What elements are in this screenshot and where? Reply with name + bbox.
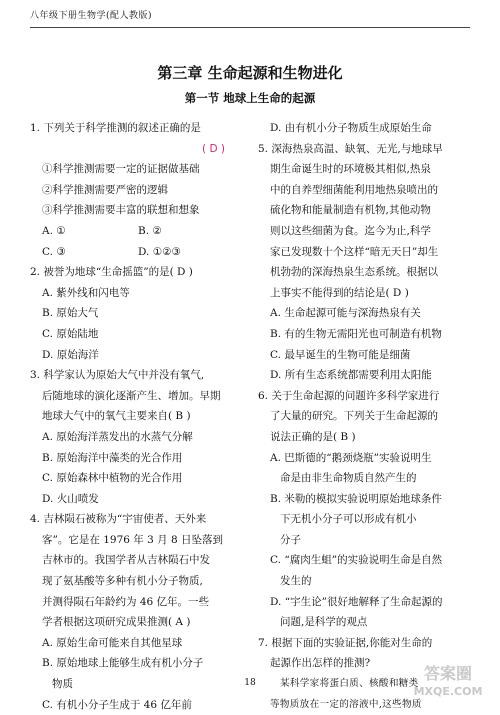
left-column <box>30 118 245 715</box>
q5-option-c: C. 最早诞生的生物可能是细菌 <box>270 348 411 361</box>
q3-stem-3: 地球大气中的氧气主要来自( B ) <box>42 410 191 423</box>
watermark-logo <box>404 659 492 699</box>
q5-stem-7: 机勃勃的深海热泉生态系统。根据以 <box>270 266 438 279</box>
q3-option-d: D. 火山喷发 <box>42 492 99 505</box>
q5-stem-1: 5. 深海热泉高温、缺氧、无光,与地球早 <box>258 142 443 155</box>
q1-answer: ( D ) <box>202 142 225 155</box>
q6-option-b-cont-2: 分子 <box>280 533 301 546</box>
q1-statement-2: ②科学推测需要严密的逻辑 <box>42 183 168 196</box>
q7-stem-2: 起源作出怎样的推测? <box>270 657 371 670</box>
q6-option-d-cont: 问题,是科学的观点 <box>280 616 368 629</box>
svg-text:MXQE.COM: MXQE.COM <box>413 685 483 698</box>
svg-text:答案圈: 答案圈 <box>423 664 473 683</box>
q2-stem: 2. 被誉为地球“生命摇篮”的是( D ) <box>30 266 193 279</box>
q6-option-a-cont: 命是由非生命物质自然产生的 <box>280 472 417 485</box>
q2-option-a: A. 紫外线和闪电等 <box>42 286 130 299</box>
q4-option-b: B. 原始地球上能够生成有机小分子 <box>42 657 204 670</box>
q6-option-d: D. “宇生论”很好地解释了生命起源的 <box>270 595 443 608</box>
q5-stem-5: 则以这些细菌为食。迄今为止,科学 <box>270 224 431 237</box>
q4-option-d: D. 由有机小分子物质生成原始生命 <box>270 122 432 134</box>
q6-option-b-cont-1: 下无机小分子可以形成有机小 <box>280 513 417 526</box>
q7-passage-2: 等物质放在一定的溶液中,这些物质 <box>270 698 422 710</box>
q6-option-b: B. 米勒的模拟实验说明原始地球条件 <box>270 492 442 505</box>
q1-option-a: A. ① <box>42 224 66 237</box>
q1-option-b: B. ② <box>138 224 162 237</box>
q7-passage-1: 某科学家将蛋白质、核酸和糖类 <box>280 678 419 690</box>
q2-option-c: C. 原始陆地 <box>42 327 99 340</box>
q6-option-a: A. 巴斯德的“鹅颈烧瓶”实验说明生 <box>270 451 432 464</box>
q5-stem-6: 家已发现数十个这样“暗无天日”却生 <box>270 245 439 258</box>
chapter-title: 第三章 生命起源和生物进化 <box>157 64 343 82</box>
q3-stem-1: 3. 科学家认为原始大气中并没有氧气, <box>30 369 205 382</box>
q3-option-b: B. 原始海洋中藻类的光合作用 <box>42 451 183 464</box>
q6-option-c: C. “腐肉生蛆”的实验说明生命是自然 <box>270 554 443 567</box>
q4-stem-1: 4. 吉林陨石被称为“宇宙使者、天外来 <box>30 513 207 526</box>
q4-stem-5: 并测得陨石年龄约为 46 亿年。一些 <box>42 595 210 608</box>
section-title: 第一节 地球上生命的起源 <box>184 91 316 105</box>
q4-stem-2: 客”。它是在 1976 年 3 月 8 日坠落到 <box>42 533 223 546</box>
q2-option-b: B. 原始大气 <box>42 307 99 320</box>
page-number: 18 <box>244 678 256 688</box>
header-rule <box>30 27 470 28</box>
q5-stem-3: 中的自养型细菌能利用地热泉喷出的 <box>270 183 438 196</box>
q5-option-d: D. 所有生态系统都需要利用太阳能 <box>270 369 432 382</box>
running-header: 八年级下册生物学(配人教版) <box>30 11 153 21</box>
q3-stem-2: 后随地球的演化逐渐产生、增加。早期 <box>42 389 221 402</box>
q6-stem-2: 了大量的研究。下列关于生命起源的 <box>270 410 438 423</box>
q5-stem-4: 硫化物和能量制造有机物,其他动物 <box>270 204 431 217</box>
q1-option-d: D. ①②③ <box>138 245 181 258</box>
q1-option-c: C. ③ <box>42 245 66 258</box>
q6-stem-1: 6. 关于生命起源的问题许多科学家进行 <box>258 389 440 402</box>
q1-statement-3: ③科学推测需要丰富的联想和想象 <box>42 204 200 217</box>
q5-option-a: A. 生命起源可能与深海热泉有关 <box>270 307 421 320</box>
q2-option-d: D. 原始海洋 <box>42 348 99 361</box>
q3-option-a: A. 原始海洋蒸发出的水蒸气分解 <box>42 430 193 443</box>
q1-statement-1: ①科学推测需要一定的证据做基础 <box>42 163 200 176</box>
q5-stem-8: 上事实不能得到的结论是( D ) <box>270 286 409 299</box>
q4-option-c: C. 有机小分子生成于 46 亿年前 <box>42 698 192 711</box>
q4-stem-6: 学者根据这项研究成果推测( A ) <box>42 616 191 629</box>
q4-stem-4: 现了氨基酸等多种有机小分子物质, <box>42 575 203 588</box>
q7-stem-1: 7. 根据下面的实验证据,你能对生命的 <box>258 636 433 649</box>
q6-option-c-cont: 发生的 <box>280 575 312 588</box>
q4-option-b-cont: 物质 <box>52 678 73 691</box>
q3-option-c: C. 原始森林中植物的光合作用 <box>42 472 183 485</box>
q5-option-b: B. 有的生物无需阳光也可制造有机物 <box>270 327 442 340</box>
q5-stem-2: 期生命诞生时的环境极其相似,热泉 <box>270 163 431 176</box>
q1-stem: 1. 下列关于科学推测的叙述正确的是 <box>30 122 201 134</box>
q6-stem-3: 说法正确的是( B ) <box>270 430 356 443</box>
q4-option-a: A. 原始生命可能来自其他星球 <box>42 636 183 649</box>
right-column <box>258 118 473 715</box>
q4-stem-3: 吉林市的。我国学者从吉林陨石中发 <box>42 554 210 567</box>
q1-options-ab <box>30 221 245 242</box>
q1-options-cd <box>30 242 245 263</box>
